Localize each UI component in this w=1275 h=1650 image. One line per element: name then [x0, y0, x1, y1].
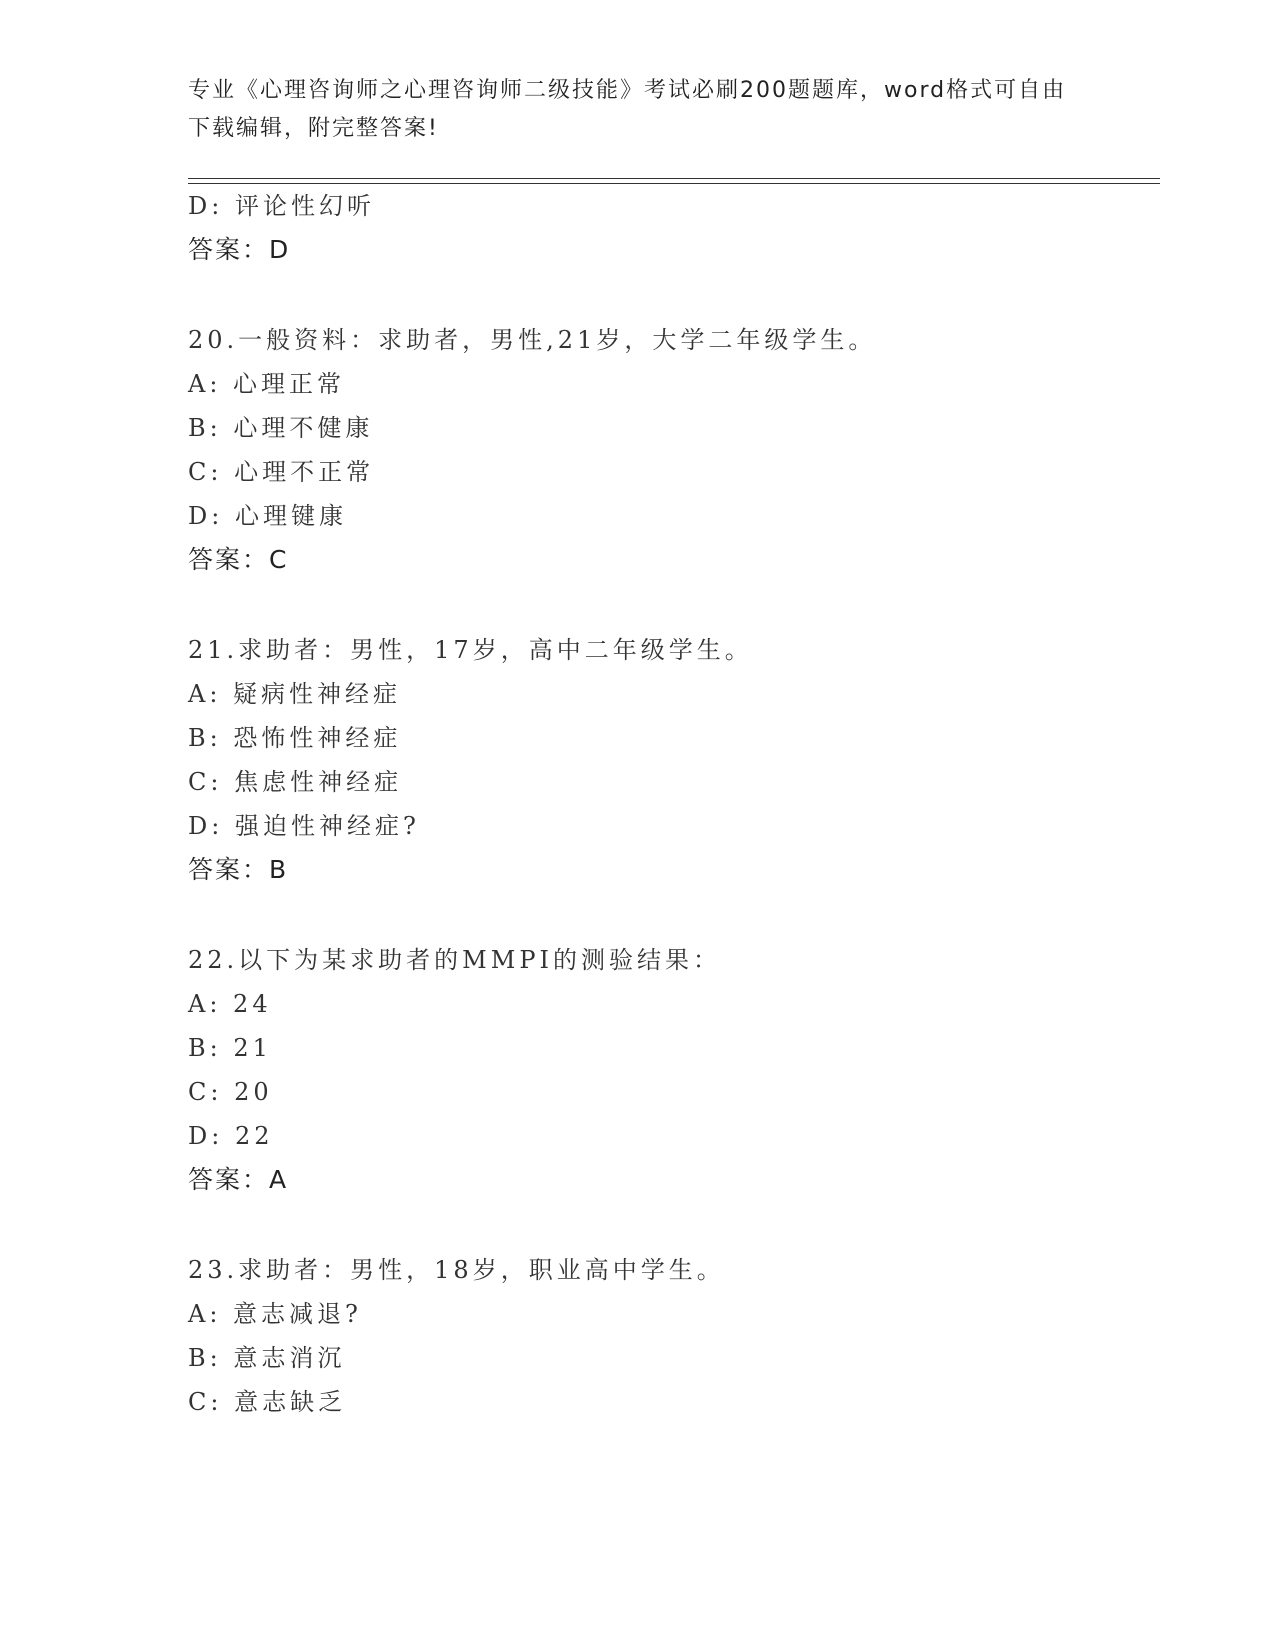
- answer: 答案：D: [188, 235, 291, 264]
- answer: 答案：C: [188, 545, 289, 574]
- option-b: B: 意志消沉: [188, 1344, 346, 1372]
- option-b: B: 恐怖性神经症: [188, 724, 402, 752]
- answer: 答案：B: [188, 855, 289, 884]
- option-c: C: 意志缺乏: [188, 1388, 347, 1416]
- answer: 答案：A: [188, 1165, 289, 1194]
- option-d: D: 评论性幻听: [188, 192, 375, 220]
- option-d: D: 22: [188, 1122, 274, 1150]
- option-d: D: 心理键康: [188, 502, 347, 530]
- option-a: A: 疑病性神经症: [188, 680, 402, 708]
- question-stem: 21.求助者：男性，17岁，高中二年级学生。: [188, 636, 753, 664]
- option-c: C: 心理不正常: [188, 458, 375, 486]
- header-divider-top: [188, 178, 1160, 179]
- option-a: A: 意志减退?: [188, 1300, 362, 1328]
- question-stem: 23.求助者：男性，18岁，职业高中学生。: [188, 1256, 725, 1284]
- question-stem: 22.以下为某求助者的MMPI的测验结果：: [188, 946, 721, 974]
- option-a: A: 24: [188, 990, 272, 1018]
- option-c: C: 焦虑性神经症: [188, 768, 403, 796]
- option-c: C: 20: [188, 1078, 273, 1106]
- option-a: A: 心理正常: [188, 370, 346, 398]
- option-d: D: 强迫性神经症?: [188, 812, 420, 840]
- option-b: B: 21: [188, 1034, 272, 1062]
- question-stem: 20.一般资料：求助者，男性,21岁，大学二年级学生。: [188, 326, 877, 354]
- header-divider-bottom: [188, 183, 1160, 184]
- document-header: 专业《心理咨询师之心理咨询师二级技能》考试必刷200题题库，word格式可自由下载编辑，附完整答案!: [188, 78, 1067, 141]
- option-b: B: 心理不健康: [188, 414, 374, 442]
